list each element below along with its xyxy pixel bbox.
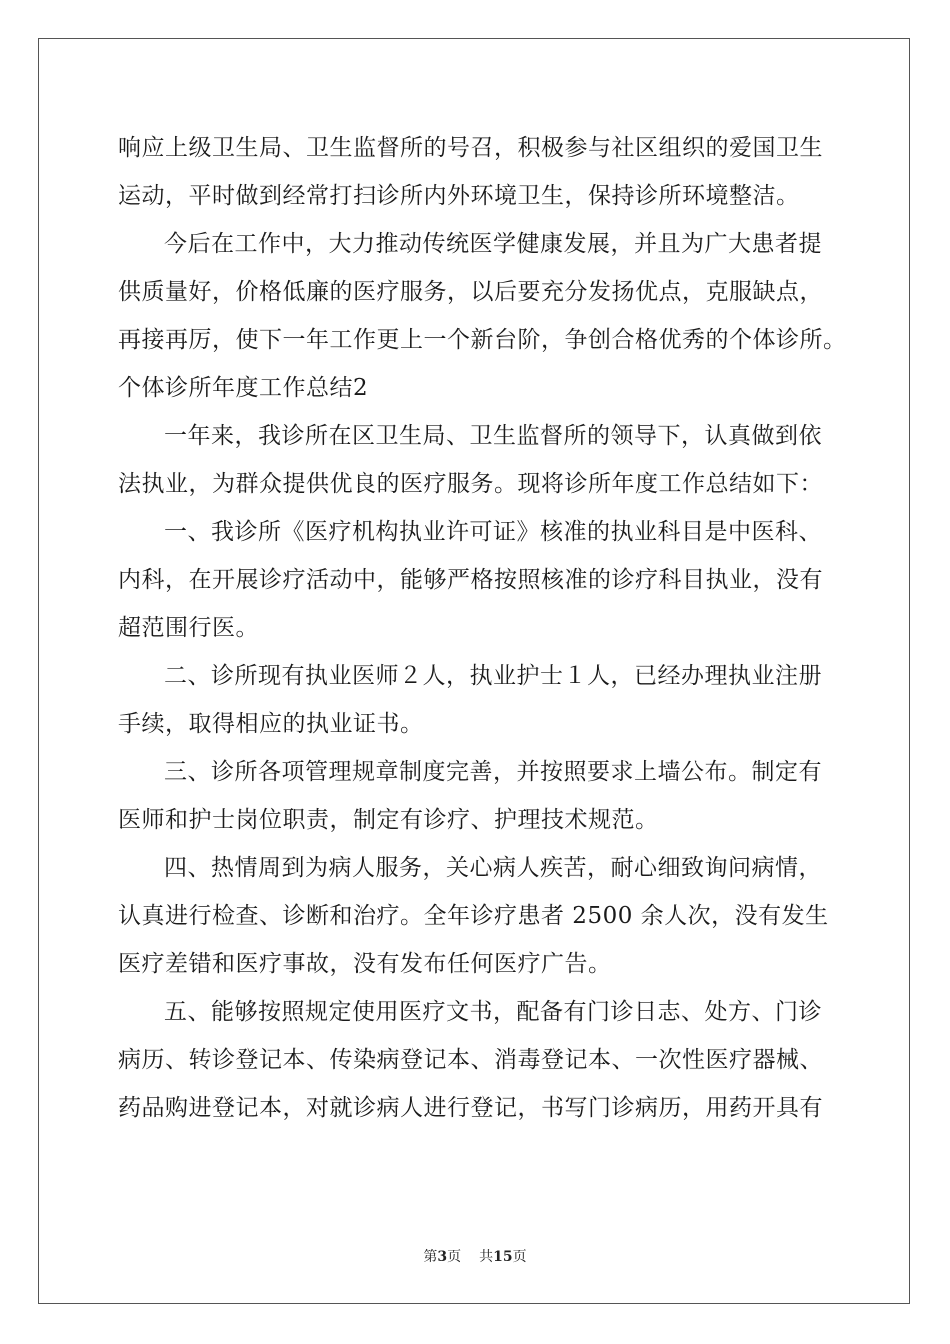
total-label-unit: 页 (512, 1249, 527, 1265)
paragraph-start: 今后在工作中，大力推动传统医学健康发展，并且为广大患者提 (164, 231, 822, 257)
text-line: 法执业，为群众提供优良的医疗服务。现将诊所年度工作总结如下： (118, 471, 823, 497)
text-line: 医疗差错和医疗事故，没有发布任何医疗广告。 (118, 951, 612, 977)
text-line: 再接再厉，使下一年工作更上一个新台阶，争创合格优秀的个体诊所。 (118, 327, 847, 353)
paragraph-start: 五、能够按照规定使用医疗文书，配备有门诊日志、处方、门诊 (164, 999, 822, 1025)
paragraph-start: 三、诊所各项管理规章制度完善，并按照要求上墙公布。制定有 (164, 759, 822, 785)
page-label-unit: 页 (447, 1249, 462, 1265)
text-line: 药品购进登记本，对就诊病人进行登记，书写门诊病历，用药开具有 (118, 1095, 823, 1121)
text-line: 认真进行检查、诊断和治疗。全年诊疗患者 2500 余人次，没有发生 (118, 903, 829, 929)
text-line: 医师和护士岗位职责，制定有诊疗、护理技术规范。 (118, 807, 659, 833)
page-label-prefix: 第 (423, 1249, 438, 1265)
text-line: 运动，平时做到经常打扫诊所内外环境卫生，保持诊所环境整洁。 (118, 183, 800, 209)
page-footer (0, 1246, 950, 1266)
text-line: 内科，在开展诊疗活动中，能够严格按照核准的诊疗科目执业，没有 (118, 567, 823, 593)
paragraph-start: 一、我诊所《医疗机构执业许可证》核准的执业科目是中医科、 (164, 519, 822, 545)
paragraph-start: 一年来，我诊所在区卫生局、卫生监督所的领导下，认真做到依 (164, 423, 822, 449)
text-line: 响应上级卫生局、卫生监督所的号召，积极参与社区组织的爱国卫生 (118, 135, 823, 161)
text-line: 超范围行医。 (118, 615, 259, 641)
text-line: 供质量好，价格低廉的医疗服务，以后要充分发扬优点，克服缺点， (118, 279, 823, 305)
text-line: 病历、转诊登记本、传染病登记本、消毒登记本、一次性医疗器械、 (118, 1047, 823, 1073)
total-page-number: 15 (493, 1249, 513, 1265)
section-heading: 个体诊所年度工作总结2 (118, 375, 369, 401)
current-page-number: 3 (437, 1249, 448, 1265)
total-label-prefix: 共 (479, 1249, 494, 1265)
paragraph-start: 二、诊所现有执业医师２人，执业护士１人，已经办理执业注册 (164, 663, 822, 689)
paragraph-start: 四、热情周到为病人服务，关心病人疾苦，耐心细致询问病情， (164, 855, 822, 881)
text-line: 手续，取得相应的执业证书。 (118, 711, 424, 737)
document-body (118, 124, 847, 1132)
